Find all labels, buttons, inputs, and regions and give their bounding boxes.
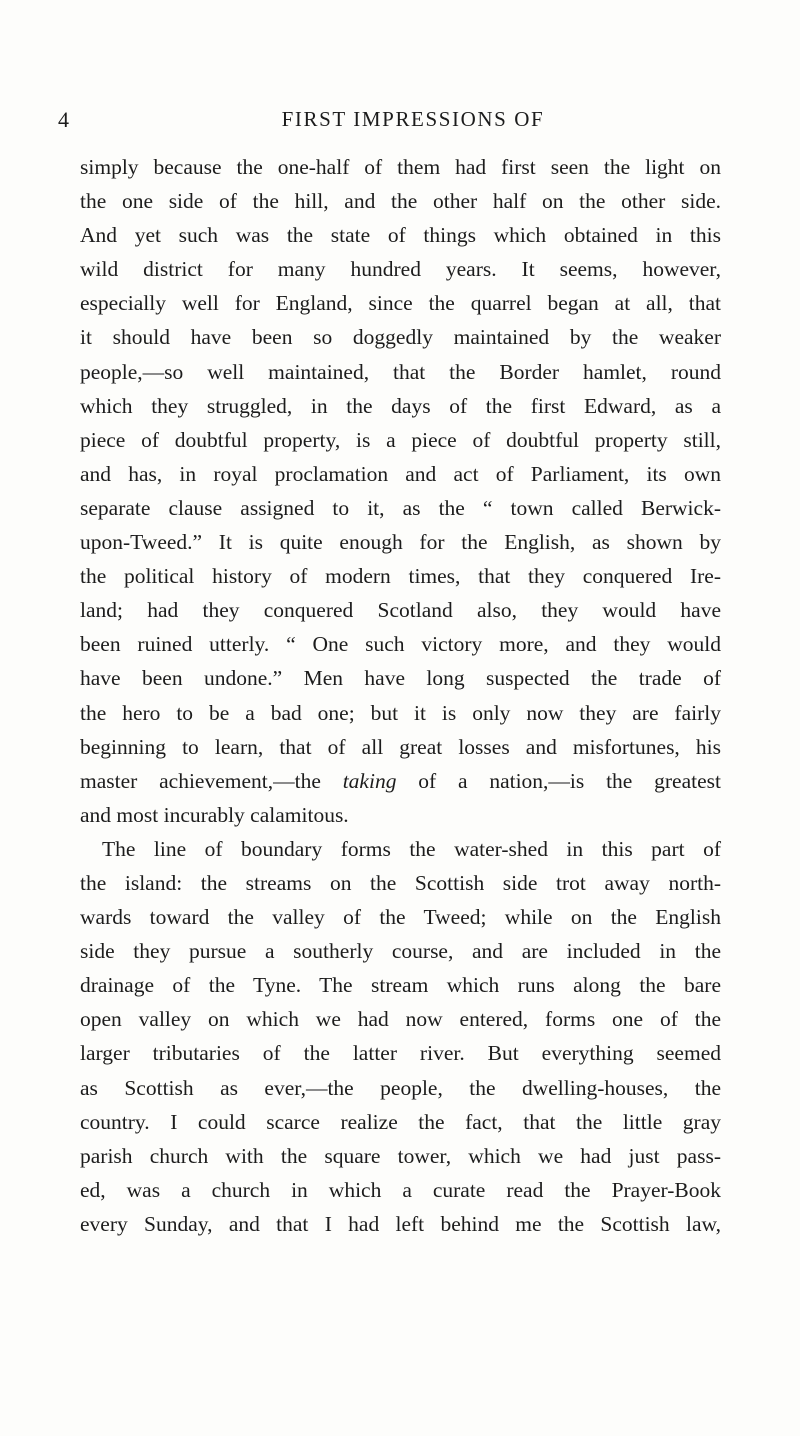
text-line: separate clause assigned to it, as the “ town called Berwick- <box>80 495 721 520</box>
text-line: and most incurably calamitous. <box>80 802 349 827</box>
text-line: and has, in royal proclamation and act of Parliament, its own <box>80 461 721 486</box>
italic-word: taking <box>342 768 397 793</box>
text-line: wild district for many hundred years. It seems, however, <box>80 257 721 282</box>
running-header <box>58 107 740 137</box>
text-line: The line of boundary forms the water-shed in this part of <box>102 836 721 861</box>
text-line: larger tributaries of the latter river. But everything seemed <box>80 1041 721 1066</box>
text-line: And yet such was the state of things which obtained in this <box>80 223 721 248</box>
text-line: the island: the streams on the Scottish side trot away north- <box>80 870 721 895</box>
text-line: as Scottish as ever,—the people, the dwelling-houses, the <box>80 1075 721 1100</box>
page-number: 4 <box>58 107 69 132</box>
text-line: been ruined utterly. “ One such victory more, and they would <box>80 632 721 657</box>
text-line: which they struggled, in the days of the first Edward, as a <box>80 393 721 418</box>
text-line: drainage of the Tyne. The stream which runs along the bare <box>80 973 721 998</box>
paragraph-1 <box>80 150 721 832</box>
paragraph-2 <box>80 832 721 1241</box>
text-line: wards toward the valley of the Tweed; while on the English <box>80 905 721 930</box>
text-line: it should have been so doggedly maintained by the weaker <box>80 325 721 350</box>
text-line: the political history of modern times, that they conquered Ire- <box>80 564 721 589</box>
text-line: the one side of the hill, and the other half on the other side. <box>80 189 721 214</box>
text-line: side they pursue a southerly course, and are included in the <box>80 939 721 964</box>
running-title: FIRST IMPRESSIONS OF <box>281 107 545 131</box>
body-text <box>80 150 721 1241</box>
text-segment: of a nation,—is the greatest <box>396 768 721 793</box>
text-line-with-italic <box>80 764 721 798</box>
text-line: land; had they conquered Scotland also, they would have <box>80 598 721 623</box>
text-line: upon-Tweed.” It is quite enough for the English, as shown by <box>80 530 721 555</box>
text-line: open valley on which we had now entered, forms one of the <box>80 1007 721 1032</box>
text-segment: master achievement,—the <box>80 768 343 793</box>
text-line: people,—so well maintained, that the Border hamlet, round <box>80 359 721 384</box>
text-line: ed, was a church in which a curate read the Prayer-Book <box>80 1177 721 1202</box>
text-line: beginning to learn, that of all great losses and misfortunes, his <box>80 734 721 759</box>
text-line: the hero to be a bad one; but it is only now they are fairly <box>80 700 721 725</box>
text-line: simply because the one-half of them had first seen the light on <box>80 155 721 179</box>
text-line: country. I could scarce realize the fact, that the little gray <box>80 1109 721 1134</box>
text-line: especially well for England, since the quarrel began at all, that <box>80 291 721 316</box>
text-line: parish church with the square tower, which we had just pass- <box>80 1143 721 1168</box>
text-line: piece of doubtful property, is a piece of doubtful property still, <box>80 427 721 452</box>
text-line: every Sunday, and that I had left behind me the Scottish law, <box>80 1211 721 1236</box>
text-line: have been undone.” Men have long suspected the trade of <box>80 666 721 691</box>
